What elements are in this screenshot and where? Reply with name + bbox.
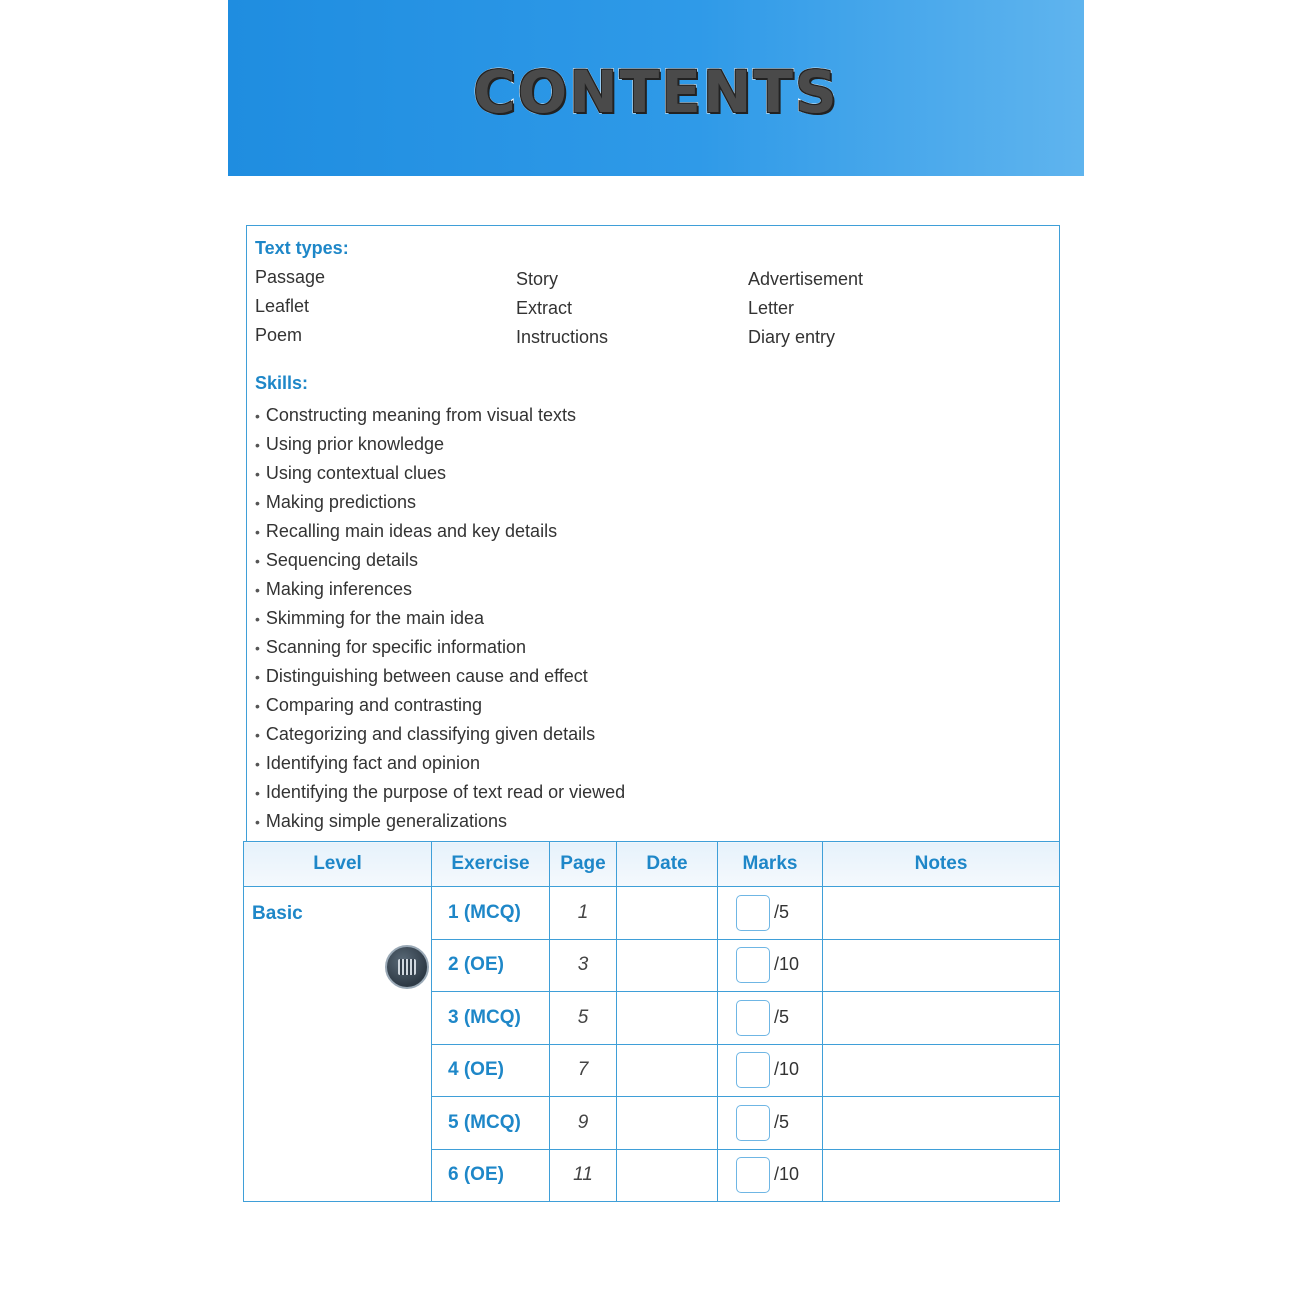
- notes-cell[interactable]: [823, 1149, 1060, 1202]
- exercise-cell: 2 (OE): [432, 939, 550, 992]
- notes-cell[interactable]: [823, 939, 1060, 992]
- progress-table: [243, 841, 1060, 1202]
- table-row: [244, 887, 1060, 940]
- text-type-item: Extract: [516, 298, 573, 318]
- exercise-cell: 6 (OE): [432, 1149, 550, 1202]
- marks-total: /10: [774, 1164, 800, 1184]
- level-cell: [244, 887, 432, 1202]
- marks-total: /5: [774, 1111, 790, 1132]
- date-cell[interactable]: [617, 1149, 718, 1202]
- skills-heading: Skills:: [255, 373, 309, 393]
- skill-item: • Making inferences: [255, 575, 625, 604]
- skill-item: • Distinguishing between cause and effect: [255, 662, 625, 691]
- marks-input-box[interactable]: [736, 895, 770, 931]
- skill-item: • Making simple generalizations: [255, 807, 625, 836]
- page-cell: 9: [550, 1097, 617, 1150]
- page-cell: 1: [550, 887, 617, 940]
- page-title: CONTENTS: [473, 58, 839, 126]
- date-cell[interactable]: [617, 1044, 718, 1097]
- date-cell[interactable]: [617, 1097, 718, 1150]
- date-cell[interactable]: [617, 992, 718, 1045]
- marks-cell: [718, 992, 823, 1045]
- notes-cell[interactable]: [823, 1097, 1060, 1150]
- text-type-item: Poem: [255, 325, 303, 345]
- marks-input-box[interactable]: [736, 1000, 770, 1036]
- contents-header-banner: [228, 0, 1084, 176]
- skill-item: • Using contextual clues: [255, 459, 625, 488]
- exercise-cell: 1 (MCQ): [432, 887, 550, 940]
- progress-table-wrap: [243, 841, 1059, 1202]
- marks-cell: [718, 1149, 823, 1202]
- col-header-notes: Notes: [823, 842, 1060, 887]
- page-cell: 5: [550, 992, 617, 1045]
- page-cell: 3: [550, 939, 617, 992]
- skills-list: [255, 401, 625, 836]
- col-header-exercise: Exercise: [432, 842, 550, 887]
- text-type-item: Passage: [255, 267, 326, 287]
- marks-cell: [718, 1044, 823, 1097]
- marks-input-box[interactable]: [736, 1105, 770, 1141]
- col-header-level: Level: [244, 842, 432, 887]
- marks-total: /10: [774, 954, 800, 974]
- date-cell[interactable]: [617, 939, 718, 992]
- date-cell[interactable]: [617, 887, 718, 940]
- col-header-page: Page: [550, 842, 617, 887]
- table-header-row: [244, 842, 1060, 887]
- notes-cell[interactable]: [823, 992, 1060, 1045]
- skill-item: • Making predictions: [255, 488, 625, 517]
- skill-item: • Constructing meaning from visual texts: [255, 401, 625, 430]
- film-badge-icon: [385, 945, 429, 989]
- skill-item: • Identifying fact and opinion: [255, 749, 625, 778]
- skill-item: • Sequencing details: [255, 546, 625, 575]
- skill-item: • Recalling main ideas and key details: [255, 517, 625, 546]
- text-type-item: Diary entry: [748, 327, 836, 347]
- skill-item: • Using prior knowledge: [255, 430, 625, 459]
- text-types-heading: Text types:: [255, 238, 349, 258]
- marks-cell: [718, 887, 823, 940]
- text-type-item: Story: [516, 269, 559, 289]
- marks-input-box[interactable]: [736, 1157, 770, 1193]
- col-header-marks: Marks: [718, 842, 823, 887]
- exercise-cell: 4 (OE): [432, 1044, 550, 1097]
- text-type-item: Letter: [748, 298, 795, 318]
- page-cell: 11: [550, 1149, 617, 1202]
- skill-item: • Skimming for the main idea: [255, 604, 625, 633]
- info-box: [246, 225, 1060, 843]
- marks-total: /10: [774, 1059, 800, 1079]
- exercise-cell: 3 (MCQ): [432, 992, 550, 1045]
- marks-total: /5: [774, 1006, 790, 1027]
- notes-cell[interactable]: [823, 887, 1060, 940]
- exercise-cell: 5 (MCQ): [432, 1097, 550, 1150]
- skill-item: • Comparing and contrasting: [255, 691, 625, 720]
- text-type-item: Instructions: [516, 327, 609, 347]
- text-type-item: Leaflet: [255, 296, 310, 316]
- col-header-date: Date: [617, 842, 718, 887]
- marks-total: /5: [774, 901, 790, 922]
- level-label: Basic: [252, 903, 303, 924]
- marks-input-box[interactable]: [736, 947, 770, 983]
- marks-cell: [718, 939, 823, 992]
- marks-input-box[interactable]: [736, 1052, 770, 1088]
- marks-cell: [718, 1097, 823, 1150]
- page-cell: 7: [550, 1044, 617, 1097]
- notes-cell[interactable]: [823, 1044, 1060, 1097]
- text-type-item: Advertisement: [748, 269, 864, 289]
- skill-item: • Identifying the purpose of text read or viewed: [255, 778, 625, 807]
- skill-item: • Categorizing and classifying given details: [255, 720, 625, 749]
- skill-item: • Scanning for specific information: [255, 633, 625, 662]
